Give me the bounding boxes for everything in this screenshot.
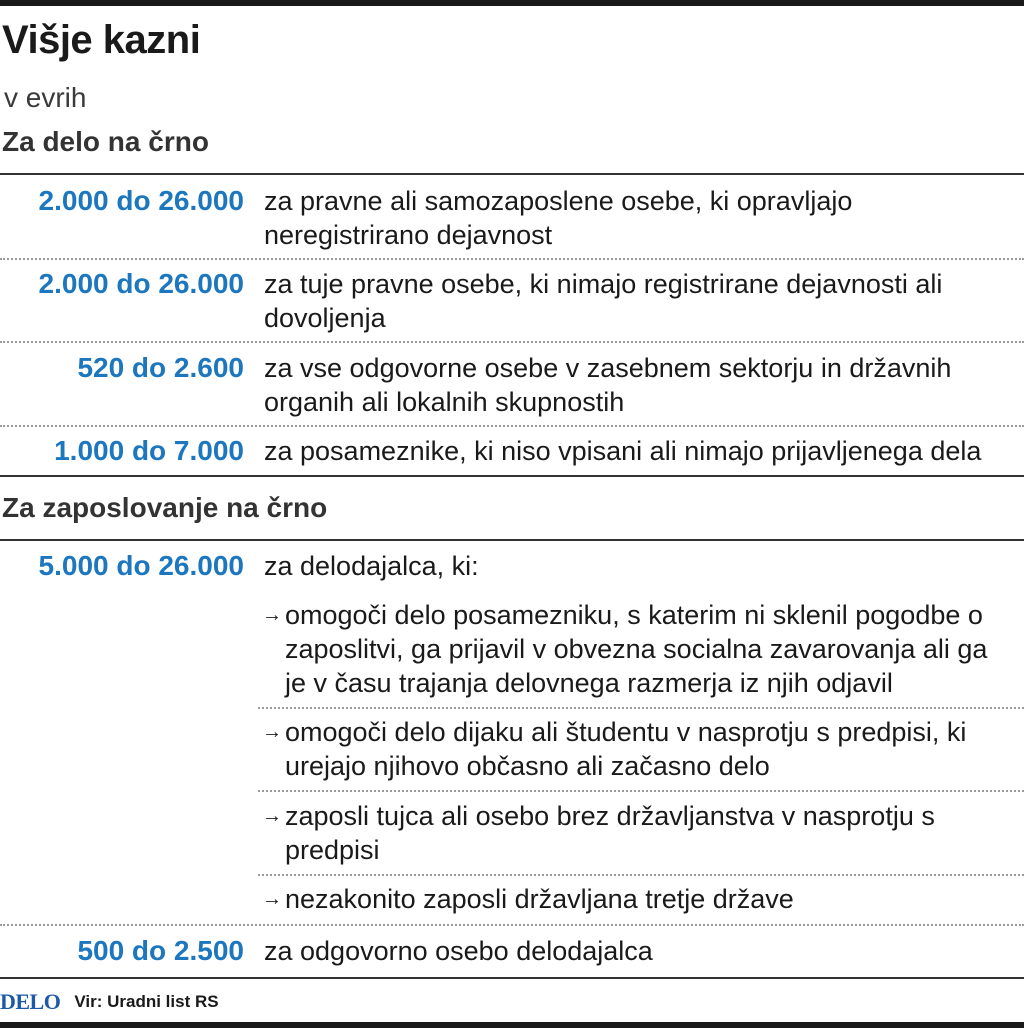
bullet-divider xyxy=(258,874,1024,876)
section-divider xyxy=(0,475,1024,477)
bullet-item xyxy=(262,715,982,783)
fine-amount: 2.000 do 26.000 xyxy=(38,185,244,216)
bullet-item xyxy=(262,882,1022,916)
top-border xyxy=(0,0,1024,6)
fine-amount: 2.000 do 26.000 xyxy=(38,268,244,299)
row-divider xyxy=(0,924,1024,926)
fine-description: za tuje pravne osebe, ki nimajo registrirane dejavnosti ali dovoljenja xyxy=(264,269,943,333)
arrow-right-icon: → xyxy=(262,888,282,910)
fine-description: za delodajalca, ki: xyxy=(264,551,479,581)
bullet-text: omogoči delo dijaku ali študentu v nasprotju s predpisi, ki urejajo njihovo občasno ali začasno delo xyxy=(285,717,967,781)
section-divider xyxy=(0,539,1024,541)
bullet-divider xyxy=(258,790,1024,792)
source-credit: Vir: Uradni list RS xyxy=(74,992,219,1011)
fine-description: za pravne ali samozaposlene osebe, ki opravljajo neregistrirano dejavnost xyxy=(264,186,853,250)
fine-description: za odgovorno osebo delodajalca xyxy=(264,936,653,966)
bullet-item xyxy=(262,598,992,700)
row-divider xyxy=(0,425,1024,427)
bullet-item xyxy=(262,799,942,867)
bullet-text: omogoči delo posamezniku, s katerim ni sklenil pogodbe o zaposlitvi, ga prijavil v obvezna socialna zavarovanja ali ga je v času trajanja delovnega razmerja iz njih odjavil xyxy=(285,600,988,698)
arrow-right-icon: → xyxy=(262,805,282,827)
fine-description: za posameznike, ki niso vpisani ali nimajo prijavljenega dela xyxy=(264,436,982,466)
row-divider xyxy=(0,258,1024,260)
bullet-text: nezakonito zaposli državljana tretje države xyxy=(285,884,794,914)
delo-logo: DELO xyxy=(0,989,61,1014)
section-heading-zaposlovanje: Za zaposlovanje na črno xyxy=(2,492,328,523)
arrow-right-icon: → xyxy=(262,604,282,626)
footer xyxy=(0,988,219,1016)
fine-amount: 500 do 2.500 xyxy=(77,935,244,966)
section-divider xyxy=(0,173,1024,175)
fine-amount: 5.000 do 26.000 xyxy=(38,550,244,581)
footer-divider xyxy=(0,977,1024,979)
row-divider xyxy=(0,341,1024,343)
arrow-right-icon: → xyxy=(262,721,282,743)
page-title: Višje kazni xyxy=(2,18,201,62)
fine-amount: 520 do 2.600 xyxy=(77,352,244,383)
section-heading-delo: Za delo na črno xyxy=(2,126,209,157)
page-subtitle: v evrih xyxy=(4,82,87,113)
bullet-text: zaposli tujca ali osebo brez državljanstva v nasprotju s predpisi xyxy=(285,801,935,865)
bottom-border xyxy=(0,1022,1024,1028)
bullet-divider xyxy=(258,707,1024,709)
fine-amount: 1.000 do 7.000 xyxy=(54,435,244,466)
fine-description: za vse odgovorne osebe v zasebnem sektorju in državnih organih ali lokalnih skupnostih xyxy=(264,353,952,417)
